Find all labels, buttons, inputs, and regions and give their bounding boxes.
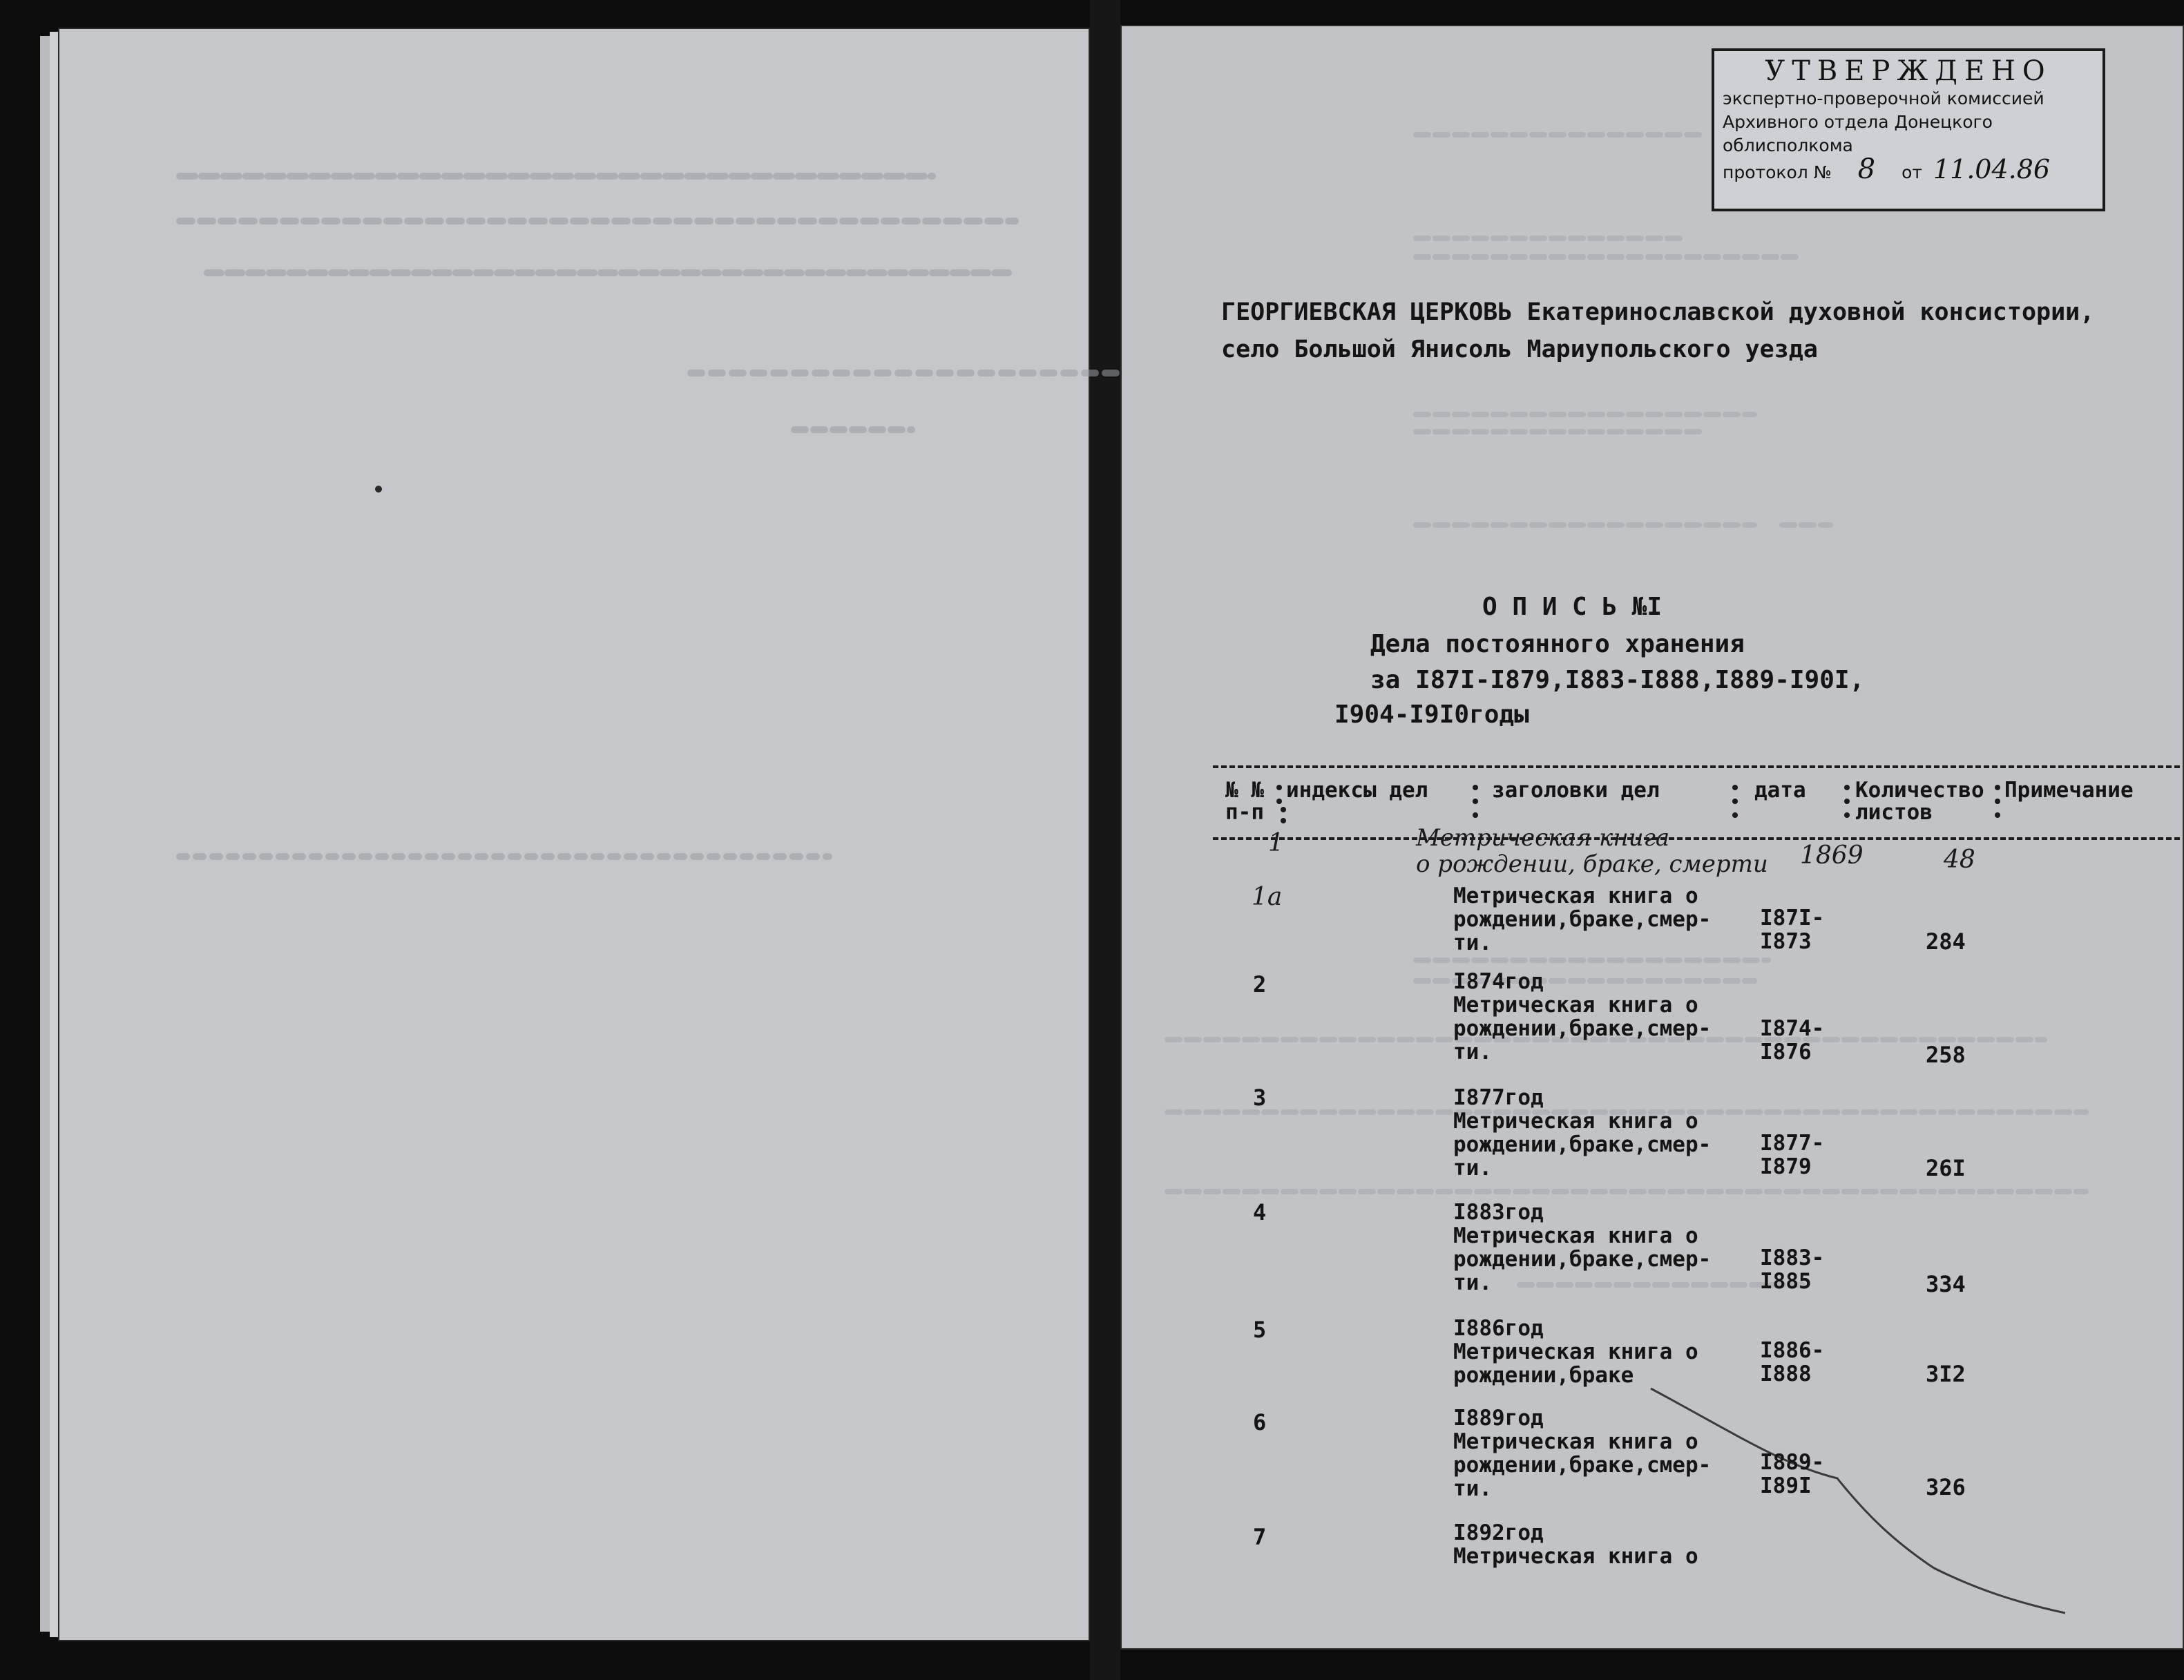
row-6-date: I889- I89I [1760, 1450, 1825, 1498]
header-line-2: село Большой Янисоль Мариупольского уезда [1221, 336, 1818, 363]
row-4-date: I883- I885 [1760, 1245, 1825, 1294]
column-header-num: № № п-п [1225, 778, 1264, 825]
row-2-title: I874год Метрическая книга о рождении,браке,смер- ти. [1453, 969, 1712, 1065]
row-1-date: 1869 [1800, 841, 1864, 870]
row-1a-sheets: 284 [1926, 928, 1966, 955]
row-1-num: 1 [1268, 829, 1284, 857]
inventory-heading: О П И С Ь №I [1482, 593, 1663, 621]
row-6-num: 6 [1253, 1409, 1267, 1435]
row-2-num: 2 [1253, 971, 1267, 998]
row-3-title: I877год Метрическая книга о рождении,браке,смер- ти. [1453, 1085, 1712, 1181]
row-2-date: I874- I876 [1760, 1016, 1825, 1065]
row-4-num: 4 [1253, 1199, 1267, 1225]
title-line-1: Дела постоянного хранения [1370, 630, 1745, 658]
header-line-1: ГЕОРГИЕВСКАЯ ЦЕРКОВЬ Екатеринославской духовной консистории, [1221, 298, 2095, 326]
row-5-date: I886- I888 [1760, 1338, 1825, 1386]
column-header-sheets: Количество листов [1855, 778, 1984, 825]
title-line-3: I904-I9I0годы [1334, 700, 1529, 729]
row-1a-title: Метрическая книга о рождении,браке,смер- ти. [1453, 884, 1712, 955]
row-1-sheets: 48 [1944, 846, 1975, 874]
row-6-title: I889год Метрическая книга о рождении,браке,смер- ти. [1453, 1406, 1712, 1501]
row-7-num: 7 [1253, 1524, 1267, 1550]
row-7-title: I892год Метрическая книга о [1453, 1520, 1698, 1569]
row-3-date: I877- I879 [1760, 1131, 1825, 1179]
row-5-title: I886год Метрическая книга о рождении,браке [1453, 1316, 1698, 1388]
column-header-date: дата [1754, 778, 1806, 803]
row-2-sheets: 258 [1926, 1042, 1966, 1068]
row-5-sheets: 3I2 [1926, 1361, 1966, 1387]
row-5-num: 5 [1253, 1317, 1267, 1343]
stamp-line-3: облисполкома [1723, 135, 1853, 155]
stamp-from-label: от [1902, 162, 1922, 182]
row-1a-date: I87I- I873 [1760, 906, 1825, 954]
row-4-sheets: 334 [1926, 1271, 1966, 1297]
stamp-protocol-number: 8 [1857, 153, 1876, 185]
row-1a-num: 1а [1252, 883, 1283, 911]
stamp-date: 11.04.86 [1933, 154, 2051, 184]
stamp-line-2: Архивного отдела Донецкого [1723, 112, 1993, 132]
title-line-2: за I87I-I879,I883-I888,I889-I90I, [1370, 666, 1865, 694]
column-header-notes: Примечание [2004, 778, 2134, 803]
stamp-line-1: экспертно-проверочной комиссией [1723, 88, 2044, 108]
row-1-title: Метрическая книга о рождении, браке, смерти [1416, 824, 1768, 878]
row-6-sheets: 326 [1926, 1474, 1966, 1500]
column-header-titles: заголовки дел [1492, 778, 1660, 803]
row-4-title: I883год Метрическая книга о рождении,браке,смер- ти. [1453, 1200, 1712, 1295]
stamp-protocol-label: протокол № [1723, 162, 1832, 182]
row-3-num: 3 [1253, 1085, 1267, 1111]
column-header-index: индексы дел [1286, 778, 1428, 803]
row-3-sheets: 26I [1926, 1155, 1966, 1181]
stamp-title: УТВЕРЖДЕНО [1765, 55, 2052, 87]
